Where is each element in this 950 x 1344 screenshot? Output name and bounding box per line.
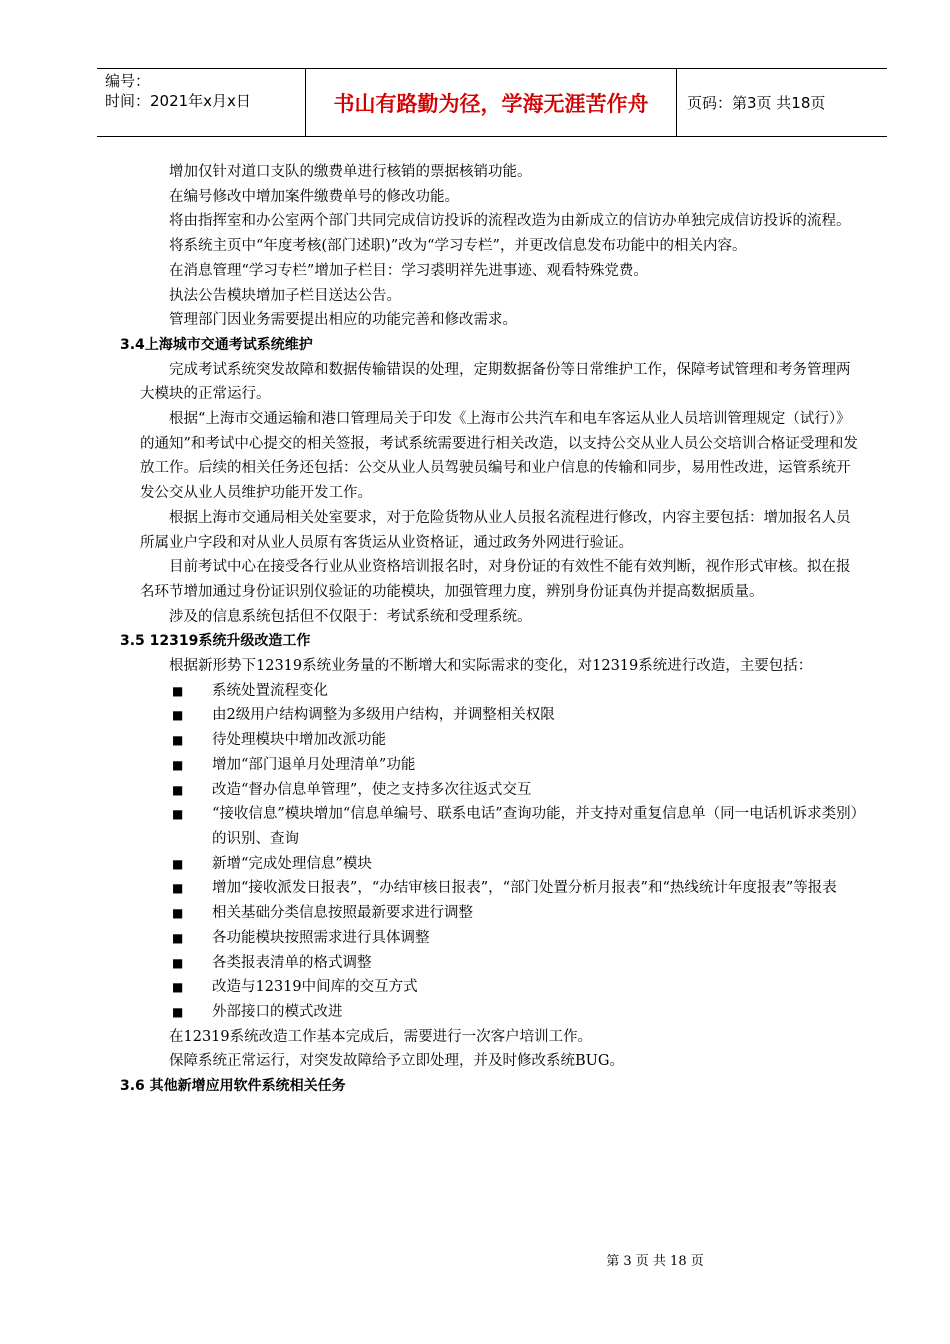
bullet-icon: ■ [172, 757, 184, 772]
paragraph: 将由指挥室和办公室两个部门共同完成信访投诉的流程改造为由新成立的信访办单独完成信访投诉的流程。 [169, 213, 851, 230]
bullet-icon: ■ [172, 733, 184, 748]
list-item: ■ 增加“部门退单月处理清单”功能 [140, 753, 860, 778]
bullet-icon: ■ [172, 930, 184, 945]
paragraph: 将系统主页中“年度考核(部门述职)”改为“学习专栏”，并更改信息发布功能中的相关内容。 [169, 238, 747, 255]
paragraph: 涉及的信息系统包括但不仅限于：考试系统和受理系统。 [169, 608, 532, 625]
bullet-icon: ■ [172, 856, 184, 871]
paragraph: 在编号修改中增加案件缴费单号的修改功能。 [169, 188, 459, 205]
list-item: ■ 外部接口的模式改进 [140, 1000, 860, 1025]
list-item: ■ 由2级用户结构调整为多级用户结构，并调整相关权限 [140, 703, 860, 728]
header-motto: 书山有路勤为径，学海无涯苦作舟 [306, 69, 677, 136]
paragraph: 增加仅针对道口支队的缴费单进行核销的票据核销功能。 [169, 164, 532, 180]
bullet-icon: ■ [172, 782, 184, 797]
list-item: ■ 系统处置流程变化 [140, 679, 860, 704]
list-item: ■ 各类报表清单的格式调整 [140, 951, 860, 976]
bullet-icon: ■ [172, 708, 184, 723]
number-label: 编号： [105, 72, 151, 90]
list-item: ■ 改造与12319中间库的交互方式 [140, 975, 860, 1000]
bullet-icon: ■ [172, 683, 184, 698]
paragraph: 在12319系统改造工作基本完成后，需要进行一次客户培训工作。 [169, 1028, 593, 1045]
list-item: ■ “接收信息”模块增加“信息单编号、联系电话”查询功能，并支持对重复信息单（同一电话机诉求类别）的识别、查询 [140, 802, 860, 851]
bullet-icon: ■ [172, 906, 184, 921]
paragraph: 管理部门因业务需要提出相应的功能完善和修改需求。 [169, 312, 517, 329]
list-item: ■ 新增“完成处理信息”模块 [140, 852, 860, 877]
bullet-icon: ■ [172, 881, 184, 896]
header-meta [97, 69, 306, 136]
section-heading: 3.4上海城市交通考试系统维护 [120, 336, 313, 353]
document-body [120, 160, 860, 1099]
list-item: ■ 增加“接收派发日报表”，“办结审核日报表”，“部门处置分析月报表”和“热线统计年度报表”等报表 [140, 876, 860, 901]
section-heading: 3.5 12319系统升级改造工作 [120, 633, 311, 650]
list-item: ■ 各功能模块按照需求进行具体调整 [140, 926, 860, 951]
header-page-info: 页码：第3页 共18页 [687, 94, 826, 112]
page-footer: 第 3 页 共 18 页 [606, 1254, 704, 1269]
paragraph: 执法公告模块增加子栏目送达公告。 [169, 287, 401, 304]
section-heading: 3.6 其他新增应用软件系统相关任务 [120, 1078, 346, 1095]
list-item: ■ 改造“督办信息单管理”，使之支持多次往返式交互 [140, 778, 860, 803]
time-label: 时间：2021年x月x日 [105, 92, 251, 110]
bullet-list [140, 679, 860, 1025]
list-item: ■ 待处理模块中增加改派功能 [140, 728, 860, 753]
bullet-icon: ■ [172, 807, 184, 822]
paragraph: 完成考试系统突发故障和数据传输错误的处理，定期数据备份等日常维护工作，保障考试管理和考务管理两大模块的正常运行。 [140, 361, 851, 403]
paragraph: 保障系统正常运行，对突发故障给予立即处理，并及时修改系统BUG。 [169, 1053, 624, 1070]
paragraph: 在消息管理“学习专栏”增加子栏目：学习裘明祥先进事迹、观看特殊党费。 [169, 262, 648, 279]
bullet-icon: ■ [172, 980, 184, 995]
bullet-icon: ■ [172, 955, 184, 970]
page-header [97, 68, 887, 137]
paragraph: 根据“上海市交通运输和港口管理局关于印发《上海市公共汽车和电车客运从业人员培训管理规定（试行）》的通知”和考试中心提交的相关签报，考试系统需要进行相关改造，以支持公交从业人员公交培训合格证受理和发放工作。后续的相关任务还包括：公交从业人员驾驶员编号和业户信息的传输和同步，易用性改进，运管系统开发公交从业人员维护功能开发工作。 [140, 411, 858, 502]
paragraph: 根据上海市交通局相关处室要求，对于危险货物从业人员报名流程进行修改，内容主要包括：增加报名人员所属业户字段和对从业人员原有客货运从业资格证，通过政务外网进行验证。 [140, 509, 851, 551]
paragraph: 根据新形势下12319系统业务量的不断增大和实际需求的变化，对12319系统进行改造，主要包括： [169, 658, 813, 675]
paragraph: 目前考试中心在接受各行业从业资格培训报名时，对身份证的有效性不能有效判断，视作形式审核。拟在报名环节增加通过身份证识别仪验证的功能模块，加强管理力度，辨别身份证真伪并提高数据质量。 [140, 559, 851, 600]
list-item: ■ 相关基础分类信息按照最新要求进行调整 [140, 901, 860, 926]
bullet-icon: ■ [172, 1004, 184, 1019]
